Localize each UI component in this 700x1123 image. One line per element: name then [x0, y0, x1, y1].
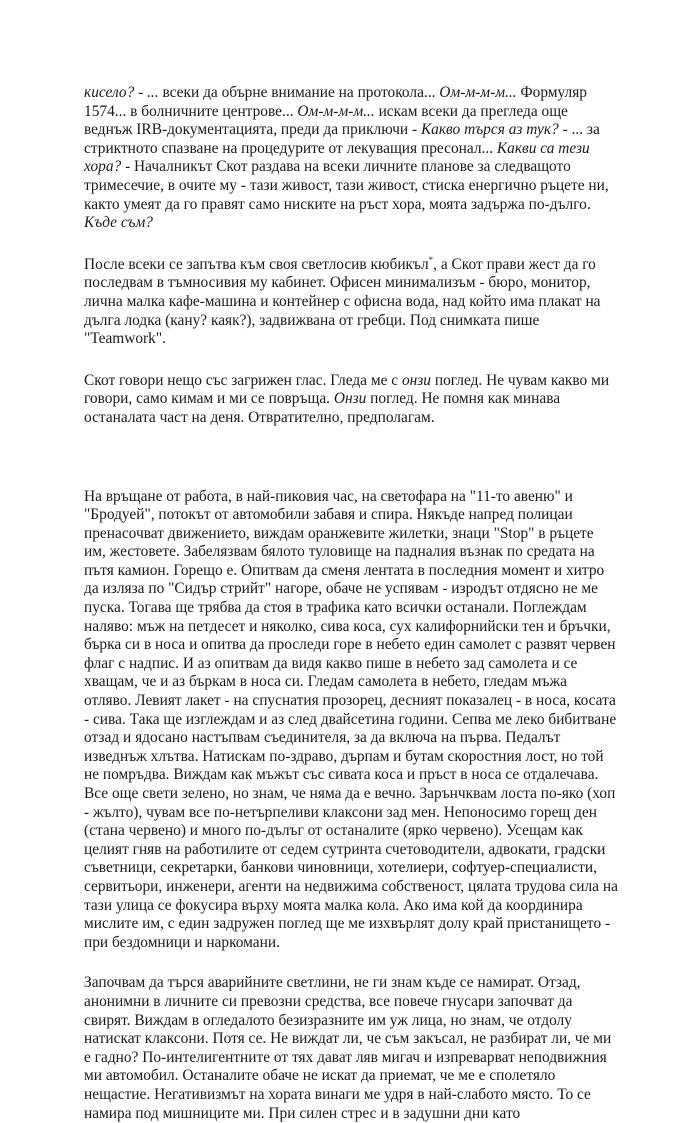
text-run: всеки да обърне внимание на протокола...	[162, 84, 440, 101]
paragraph-1	[84, 84, 618, 233]
italic-text: онзи	[401, 371, 431, 389]
paragraph-5	[84, 974, 618, 1123]
italic-text: кисело? - ...	[84, 84, 163, 101]
text-run: , а Скот прави жест да го последвам в тъмносивия му кабинет. Офисен минимализъм - бюро, монитор, лична малка кафе-машина и контейнер с офисна вода, над който има плакат на дълга лодка (кану? каяк?), задвижвана от гребци. Под снимката пише "Teamwork".	[84, 255, 601, 348]
italic-text: Ом-м-м-м...	[297, 102, 375, 120]
italic-text: Ом-м-м-м...	[439, 84, 517, 101]
italic-text: Къде съм?	[84, 214, 153, 232]
italic-text: Онзи	[333, 390, 367, 408]
italic-text: Какво търся аз тук?	[420, 121, 559, 139]
text-run: поглед. Не помня как минава останалата част на деня. Отвратително, предполагам.	[84, 390, 561, 426]
text-run: Скот говори нещо със загрижен глас. Гледа ме с	[84, 371, 402, 389]
paragraph-4	[84, 488, 618, 953]
text-run: поглед. Не чувам какво ми говори, само кимам и ми се повръща.	[84, 371, 610, 408]
text-run: - Началникът Скот раздава на всеки личните планове за следващото тримесечие, в очите му - тази живост, тази живост, стиска енергично ръцете ни, както умеят да го правят само ниските на ръст хора, моята задържа по-дълго.	[84, 158, 609, 213]
text-run: На връщане от работа, в най-пиковия час, на светофара на "11-то авеню" и "Бродуей", потокът от автомобили забавя и спира. Някъде напред полицаи пренасочват движението, виждам оранжевите жилетки, знаци "Stop" в ръцете им, жестовете. Забелязвам бялото туловище на падналия възнак по средата на пътя камион. Горещо е. Опитвам да сменя лентата в последния момент и хитро да изляза по "Сидър стрийт" нагоре, обаче не успявам - изродът отдясно не ме пуска. Тогава ще трябва да стоя в трафика като всички останали. Поглеждам наляво: мъж на петдесет и няколко, сива коса, сух калифорнийски тен и бръчки, бърка си в носа и опитва да проследи горе в небето един самолет с развят червен флаг с надпис. И аз опитвам да видя какво пише в небето зад самолета и се хващам, че и аз бъркам в носа си. Гледам самолета в небето, гледам мъжа отляво. Левият лакет - на спуснатия прозорец, десният показалец - в носа, косата - сива. Така ще изглеждам и аз след двайсетина години. Сепва ме леко бибитване отзад и ядосано настъпвам съединителя, за да включа на първа. Педалът изведнъж хлътва. Натискам по-здраво, дърпам и бутам скоростния лост, но той не помръдва. Виждам как мъжът със сивата коса и пръст в носа се отдалечава. Все още свети зелено, но знам, че няма да е вечно. Зарънчквам лоста по-яко (хоп - жълто), чувам все по-нетърпеливи клаксони зад мен. Непоносимо горещ ден (стана червено) и много по-дълъг от останалите (ярко червено). Усещам как целият гняв на работилите от седем сутринта счетоводители, адвокати, градски съветници, секретарки, банкови чиновници, хотелиери, софтуер-специалисти, сервитьори, инженери, агенти на недвижима собственост, цялата трудова сила на тази улица се фокусира върху моята малка кола. Ако има кой да координира мислите им, с един задружен поглед ще ме изхвърлят долу край пристанището - при бездомници и наркомани.	[84, 487, 618, 951]
footnote-marker: *	[428, 254, 434, 265]
text-run: После всеки се запътва към своя светлосив кюбикъл	[84, 255, 429, 273]
text-run: Формуляр 1574... в болничните центрове...	[84, 84, 588, 120]
paragraph-2	[84, 256, 618, 349]
text-run: Започвам да търся аварийните светлини, не ги знам къде се намират. Отзад, анонимни в личните си превозни средства, все повече гнусари започват да свирят. Виждам в огледалото безизразните им уж лица, но знам, че отдолу натискат клаксони. Потя се. Не виждат ли, че съм закъсал, не разбират ли, че ми е гадно? По-интелигентните от тях дават ляв мигач и изпреварват неподвижния ми автомобил. Останалите обаче не искат да приемат, че ме е сполетяло нещастие. Негативизмът на хората винаги ме удря в най-слабото място. То се намира под мишниците ми. При силен стрес и в задушни дни като	[84, 974, 612, 1122]
paragraph-3	[84, 372, 618, 428]
text-run: искам всеки да прегледа още веднъж IRB-документацията, преди да приключи -	[84, 102, 568, 139]
italic-text: Какви са тези хора?	[84, 139, 590, 176]
text-run: - ... за стриктното спазване на процедурите от лекуващия пресонал...	[84, 121, 600, 157]
